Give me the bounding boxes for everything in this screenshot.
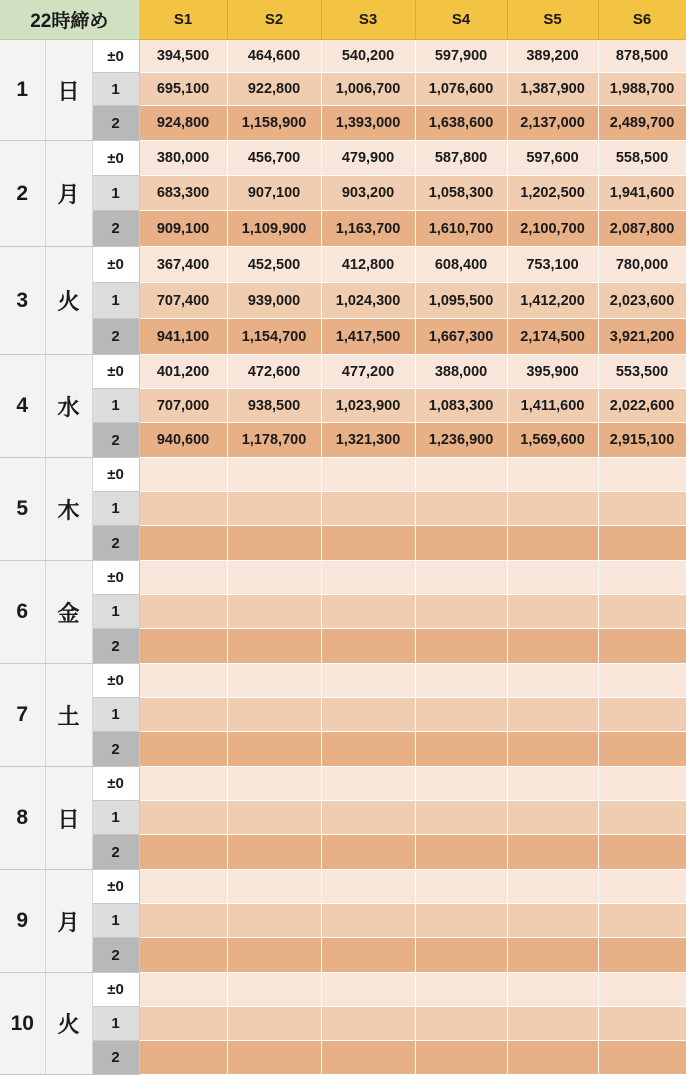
value-cell[interactable] bbox=[507, 1007, 598, 1041]
day-number-cell: 10 bbox=[0, 973, 45, 1075]
value-cell[interactable] bbox=[507, 561, 598, 595]
value-cell[interactable] bbox=[598, 767, 686, 801]
value-cell[interactable] bbox=[321, 629, 415, 664]
value-cell[interactable]: 2,023,600 bbox=[598, 283, 686, 319]
table-row bbox=[0, 835, 686, 870]
value-cell[interactable]: 903,200 bbox=[321, 176, 415, 211]
value-cell[interactable] bbox=[598, 938, 686, 973]
value-cell[interactable]: 3,921,200 bbox=[598, 319, 686, 355]
value-cell[interactable] bbox=[321, 801, 415, 835]
column-header-s4: S4 bbox=[415, 0, 507, 40]
table-row bbox=[0, 319, 686, 355]
value-cell[interactable]: 587,800 bbox=[415, 141, 507, 176]
weekday-cell: 日 bbox=[45, 767, 92, 870]
table-row bbox=[0, 904, 686, 938]
value-cell[interactable] bbox=[139, 767, 227, 801]
value-cell[interactable]: 1,083,300 bbox=[415, 389, 507, 423]
value-cell[interactable] bbox=[321, 664, 415, 698]
value-cell[interactable]: 380,000 bbox=[139, 141, 227, 176]
value-cell[interactable]: 2,915,100 bbox=[598, 423, 686, 458]
value-cell[interactable]: 1,412,200 bbox=[507, 283, 598, 319]
table-row bbox=[0, 664, 686, 698]
level-label-cell: ±0 bbox=[92, 355, 139, 389]
value-cell[interactable]: 1,109,900 bbox=[227, 211, 321, 247]
value-cell[interactable] bbox=[507, 698, 598, 732]
value-cell[interactable] bbox=[139, 973, 227, 1007]
value-cell[interactable] bbox=[227, 1041, 321, 1075]
value-cell[interactable]: 367,400 bbox=[139, 247, 227, 283]
level-label-cell: 1 bbox=[92, 492, 139, 526]
value-cell[interactable] bbox=[415, 458, 507, 492]
value-cell[interactable] bbox=[321, 767, 415, 801]
value-cell[interactable] bbox=[415, 629, 507, 664]
value-cell[interactable] bbox=[598, 629, 686, 664]
value-cell[interactable]: 388,000 bbox=[415, 355, 507, 389]
value-cell[interactable]: 597,900 bbox=[415, 40, 507, 73]
day-number-cell: 6 bbox=[0, 561, 45, 664]
value-cell[interactable] bbox=[227, 973, 321, 1007]
value-cell[interactable] bbox=[598, 1007, 686, 1041]
day-number-cell: 4 bbox=[0, 355, 45, 458]
table-body bbox=[0, 40, 686, 1075]
value-cell[interactable]: 477,200 bbox=[321, 355, 415, 389]
table-row bbox=[0, 595, 686, 629]
value-cell[interactable] bbox=[227, 526, 321, 561]
value-cell[interactable] bbox=[227, 835, 321, 870]
value-cell[interactable] bbox=[415, 973, 507, 1007]
value-cell[interactable] bbox=[227, 664, 321, 698]
value-cell[interactable] bbox=[321, 1041, 415, 1075]
value-cell[interactable]: 2,174,500 bbox=[507, 319, 598, 355]
value-cell[interactable] bbox=[415, 835, 507, 870]
value-cell[interactable] bbox=[598, 904, 686, 938]
value-cell[interactable] bbox=[507, 767, 598, 801]
value-cell[interactable] bbox=[227, 801, 321, 835]
table-row bbox=[0, 801, 686, 835]
value-cell[interactable] bbox=[139, 1041, 227, 1075]
day-number-cell: 2 bbox=[0, 141, 45, 247]
table-row bbox=[0, 458, 686, 492]
value-cell[interactable]: 553,500 bbox=[598, 355, 686, 389]
value-cell[interactable]: 1,158,900 bbox=[227, 106, 321, 141]
value-cell[interactable] bbox=[507, 801, 598, 835]
value-cell[interactable] bbox=[139, 595, 227, 629]
value-cell[interactable]: 1,236,900 bbox=[415, 423, 507, 458]
value-cell[interactable] bbox=[507, 938, 598, 973]
value-cell[interactable] bbox=[139, 698, 227, 732]
value-cell[interactable] bbox=[321, 492, 415, 526]
value-cell[interactable] bbox=[507, 973, 598, 1007]
value-cell[interactable] bbox=[321, 1007, 415, 1041]
value-cell[interactable] bbox=[415, 732, 507, 767]
value-cell[interactable]: 1,569,600 bbox=[507, 423, 598, 458]
value-cell[interactable]: 540,200 bbox=[321, 40, 415, 73]
value-cell[interactable] bbox=[415, 870, 507, 904]
value-cell[interactable]: 464,600 bbox=[227, 40, 321, 73]
value-cell[interactable]: 683,300 bbox=[139, 176, 227, 211]
level-label-cell: ±0 bbox=[92, 141, 139, 176]
table-row bbox=[0, 698, 686, 732]
value-cell[interactable] bbox=[598, 973, 686, 1007]
day-number-cell: 3 bbox=[0, 247, 45, 355]
level-label-cell: 2 bbox=[92, 732, 139, 767]
value-cell[interactable] bbox=[321, 561, 415, 595]
value-cell[interactable] bbox=[321, 732, 415, 767]
weekday-cell: 木 bbox=[45, 458, 92, 561]
value-cell[interactable] bbox=[598, 870, 686, 904]
value-cell[interactable]: 2,137,000 bbox=[507, 106, 598, 141]
level-label-cell: 2 bbox=[92, 211, 139, 247]
day-number-cell: 1 bbox=[0, 40, 45, 141]
value-cell[interactable] bbox=[598, 492, 686, 526]
value-cell[interactable] bbox=[507, 1041, 598, 1075]
value-cell[interactable]: 2,100,700 bbox=[507, 211, 598, 247]
value-cell[interactable] bbox=[321, 526, 415, 561]
value-cell[interactable] bbox=[139, 664, 227, 698]
value-cell[interactable]: 753,100 bbox=[507, 247, 598, 283]
value-cell[interactable]: 707,400 bbox=[139, 283, 227, 319]
value-cell[interactable] bbox=[227, 458, 321, 492]
value-cell[interactable] bbox=[598, 595, 686, 629]
value-cell[interactable]: 479,900 bbox=[321, 141, 415, 176]
level-label-cell: 1 bbox=[92, 801, 139, 835]
table-row bbox=[0, 211, 686, 247]
table-row bbox=[0, 492, 686, 526]
value-cell[interactable] bbox=[321, 938, 415, 973]
value-cell[interactable]: 401,200 bbox=[139, 355, 227, 389]
value-cell[interactable]: 878,500 bbox=[598, 40, 686, 73]
level-label-cell: ±0 bbox=[92, 561, 139, 595]
value-cell[interactable]: 939,000 bbox=[227, 283, 321, 319]
value-cell[interactable] bbox=[507, 835, 598, 870]
value-cell[interactable] bbox=[415, 595, 507, 629]
value-cell[interactable]: 1,163,700 bbox=[321, 211, 415, 247]
weekday-cell: 火 bbox=[45, 973, 92, 1075]
day-number-cell: 5 bbox=[0, 458, 45, 561]
value-cell[interactable] bbox=[598, 801, 686, 835]
table-row bbox=[0, 938, 686, 973]
value-cell[interactable] bbox=[415, 561, 507, 595]
value-cell[interactable]: 695,100 bbox=[139, 73, 227, 106]
day-number-cell: 7 bbox=[0, 664, 45, 767]
table-row bbox=[0, 423, 686, 458]
weekday-cell: 日 bbox=[45, 40, 92, 141]
value-cell[interactable] bbox=[507, 458, 598, 492]
value-cell[interactable]: 907,100 bbox=[227, 176, 321, 211]
value-cell[interactable] bbox=[227, 595, 321, 629]
value-cell[interactable] bbox=[139, 561, 227, 595]
level-label-cell: 1 bbox=[92, 73, 139, 106]
level-label-cell: 2 bbox=[92, 526, 139, 561]
value-cell[interactable] bbox=[139, 732, 227, 767]
table-row bbox=[0, 283, 686, 319]
level-label-cell: 2 bbox=[92, 319, 139, 355]
table-row bbox=[0, 767, 686, 801]
value-cell[interactable] bbox=[139, 904, 227, 938]
value-cell[interactable] bbox=[139, 629, 227, 664]
value-cell[interactable]: 1,058,300 bbox=[415, 176, 507, 211]
value-cell[interactable]: 1,417,500 bbox=[321, 319, 415, 355]
value-cell[interactable] bbox=[507, 629, 598, 664]
level-label-cell: 1 bbox=[92, 389, 139, 423]
weekday-cell: 土 bbox=[45, 664, 92, 767]
level-label-cell: ±0 bbox=[92, 458, 139, 492]
value-cell[interactable]: 1,610,700 bbox=[415, 211, 507, 247]
value-cell[interactable] bbox=[227, 870, 321, 904]
value-cell[interactable] bbox=[227, 904, 321, 938]
level-label-cell: ±0 bbox=[92, 247, 139, 283]
value-cell[interactable]: 941,100 bbox=[139, 319, 227, 355]
value-cell[interactable] bbox=[598, 698, 686, 732]
value-cell[interactable]: 608,400 bbox=[415, 247, 507, 283]
value-cell[interactable] bbox=[598, 526, 686, 561]
table-row bbox=[0, 1007, 686, 1041]
level-label-cell: 1 bbox=[92, 698, 139, 732]
value-cell[interactable]: 1,638,600 bbox=[415, 106, 507, 141]
value-cell[interactable] bbox=[598, 1041, 686, 1075]
value-cell[interactable]: 395,900 bbox=[507, 355, 598, 389]
value-cell[interactable] bbox=[507, 732, 598, 767]
level-label-cell: ±0 bbox=[92, 767, 139, 801]
value-cell[interactable] bbox=[139, 870, 227, 904]
value-cell[interactable]: 1,076,600 bbox=[415, 73, 507, 106]
value-cell[interactable] bbox=[415, 904, 507, 938]
value-cell[interactable]: 2,087,800 bbox=[598, 211, 686, 247]
value-cell[interactable]: 1,667,300 bbox=[415, 319, 507, 355]
table-row bbox=[0, 141, 686, 176]
table-row bbox=[0, 355, 686, 389]
weekday-cell: 金 bbox=[45, 561, 92, 664]
column-header-s1: S1 bbox=[139, 0, 227, 40]
value-cell[interactable]: 1,154,700 bbox=[227, 319, 321, 355]
table-row bbox=[0, 870, 686, 904]
value-cell[interactable] bbox=[139, 801, 227, 835]
value-cell[interactable] bbox=[227, 561, 321, 595]
value-cell[interactable]: 707,000 bbox=[139, 389, 227, 423]
day-number-cell: 8 bbox=[0, 767, 45, 870]
value-cell[interactable]: 1,988,700 bbox=[598, 73, 686, 106]
table-row bbox=[0, 732, 686, 767]
table-row bbox=[0, 973, 686, 1007]
level-label-cell: 1 bbox=[92, 595, 139, 629]
level-label-cell: 2 bbox=[92, 106, 139, 141]
level-label-cell: 2 bbox=[92, 629, 139, 664]
level-label-cell: ±0 bbox=[92, 40, 139, 73]
value-cell[interactable]: 1,024,300 bbox=[321, 283, 415, 319]
level-label-cell: ±0 bbox=[92, 664, 139, 698]
value-cell[interactable] bbox=[227, 767, 321, 801]
table-row bbox=[0, 73, 686, 106]
value-cell[interactable] bbox=[507, 595, 598, 629]
value-cell[interactable]: 909,100 bbox=[139, 211, 227, 247]
value-cell[interactable]: 597,600 bbox=[507, 141, 598, 176]
table-row bbox=[0, 389, 686, 423]
value-cell[interactable]: 1,202,500 bbox=[507, 176, 598, 211]
value-cell[interactable] bbox=[415, 767, 507, 801]
table-row bbox=[0, 247, 686, 283]
value-cell[interactable]: 1,941,600 bbox=[598, 176, 686, 211]
value-cell[interactable] bbox=[415, 1041, 507, 1075]
value-cell[interactable] bbox=[139, 492, 227, 526]
level-label-cell: 2 bbox=[92, 835, 139, 870]
corner-header: 22時締め bbox=[0, 0, 139, 40]
value-cell[interactable]: 1,321,300 bbox=[321, 423, 415, 458]
value-cell[interactable] bbox=[321, 458, 415, 492]
value-cell[interactable] bbox=[321, 904, 415, 938]
value-cell[interactable]: 940,600 bbox=[139, 423, 227, 458]
weekday-cell: 水 bbox=[45, 355, 92, 458]
column-header-s2: S2 bbox=[227, 0, 321, 40]
value-cell[interactable] bbox=[598, 835, 686, 870]
level-label-cell: 1 bbox=[92, 904, 139, 938]
value-cell[interactable]: 394,500 bbox=[139, 40, 227, 73]
value-cell[interactable]: 780,000 bbox=[598, 247, 686, 283]
level-label-cell: 2 bbox=[92, 1041, 139, 1075]
level-label-cell: 1 bbox=[92, 176, 139, 211]
value-cell[interactable] bbox=[321, 835, 415, 870]
value-cell[interactable] bbox=[598, 732, 686, 767]
table-row bbox=[0, 629, 686, 664]
value-cell[interactable]: 1,006,700 bbox=[321, 73, 415, 106]
table-row bbox=[0, 176, 686, 211]
value-cell[interactable] bbox=[321, 870, 415, 904]
value-cell[interactable]: 452,500 bbox=[227, 247, 321, 283]
header-row bbox=[0, 0, 686, 40]
value-cell[interactable]: 922,800 bbox=[227, 73, 321, 106]
level-label-cell: 1 bbox=[92, 1007, 139, 1041]
value-cell[interactable] bbox=[415, 801, 507, 835]
value-cell[interactable] bbox=[227, 629, 321, 664]
column-header-s5: S5 bbox=[507, 0, 598, 40]
value-cell[interactable] bbox=[227, 1007, 321, 1041]
value-cell[interactable] bbox=[415, 938, 507, 973]
table-row bbox=[0, 1041, 686, 1075]
value-cell[interactable]: 1,393,000 bbox=[321, 106, 415, 141]
table-row bbox=[0, 40, 686, 73]
value-cell[interactable] bbox=[227, 698, 321, 732]
value-cell[interactable] bbox=[415, 492, 507, 526]
value-cell[interactable] bbox=[139, 938, 227, 973]
weekday-cell: 月 bbox=[45, 870, 92, 973]
value-cell[interactable] bbox=[598, 458, 686, 492]
level-label-cell: 1 bbox=[92, 283, 139, 319]
value-cell[interactable] bbox=[415, 698, 507, 732]
weekday-cell: 火 bbox=[45, 247, 92, 355]
value-cell[interactable]: 558,500 bbox=[598, 141, 686, 176]
value-cell[interactable] bbox=[139, 835, 227, 870]
value-cell[interactable]: 1,095,500 bbox=[415, 283, 507, 319]
value-cell[interactable] bbox=[507, 492, 598, 526]
level-label-cell: 2 bbox=[92, 938, 139, 973]
value-cell[interactable]: 456,700 bbox=[227, 141, 321, 176]
value-cell[interactable]: 412,800 bbox=[321, 247, 415, 283]
level-label-cell: ±0 bbox=[92, 870, 139, 904]
value-cell[interactable]: 2,022,600 bbox=[598, 389, 686, 423]
value-cell[interactable] bbox=[415, 664, 507, 698]
value-cell[interactable] bbox=[227, 492, 321, 526]
value-cell[interactable] bbox=[139, 1007, 227, 1041]
value-cell[interactable] bbox=[139, 458, 227, 492]
value-cell[interactable]: 389,200 bbox=[507, 40, 598, 73]
value-cell[interactable]: 938,500 bbox=[227, 389, 321, 423]
value-cell[interactable] bbox=[415, 526, 507, 561]
column-header-s6: S6 bbox=[598, 0, 686, 40]
value-cell[interactable] bbox=[139, 526, 227, 561]
value-cell[interactable] bbox=[321, 698, 415, 732]
value-cell[interactable]: 924,800 bbox=[139, 106, 227, 141]
value-cell[interactable]: 472,600 bbox=[227, 355, 321, 389]
value-cell[interactable]: 1,178,700 bbox=[227, 423, 321, 458]
level-label-cell: 2 bbox=[92, 423, 139, 458]
value-cell[interactable] bbox=[507, 870, 598, 904]
value-cell[interactable]: 1,023,900 bbox=[321, 389, 415, 423]
value-cell[interactable] bbox=[598, 664, 686, 698]
value-cell[interactable] bbox=[507, 904, 598, 938]
day-number-cell: 9 bbox=[0, 870, 45, 973]
value-cell[interactable] bbox=[507, 526, 598, 561]
value-cell[interactable] bbox=[598, 561, 686, 595]
value-cell[interactable]: 2,489,700 bbox=[598, 106, 686, 141]
value-cell[interactable] bbox=[227, 732, 321, 767]
value-cell[interactable] bbox=[321, 595, 415, 629]
value-cell[interactable] bbox=[321, 973, 415, 1007]
value-cell[interactable] bbox=[415, 1007, 507, 1041]
value-cell[interactable] bbox=[507, 664, 598, 698]
table-row bbox=[0, 526, 686, 561]
level-label-cell: ±0 bbox=[92, 973, 139, 1007]
weekday-cell: 月 bbox=[45, 141, 92, 247]
table-row bbox=[0, 561, 686, 595]
value-cell[interactable]: 1,411,600 bbox=[507, 389, 598, 423]
value-cell[interactable] bbox=[227, 938, 321, 973]
value-cell[interactable]: 1,387,900 bbox=[507, 73, 598, 106]
column-header-s3: S3 bbox=[321, 0, 415, 40]
table-row bbox=[0, 106, 686, 141]
